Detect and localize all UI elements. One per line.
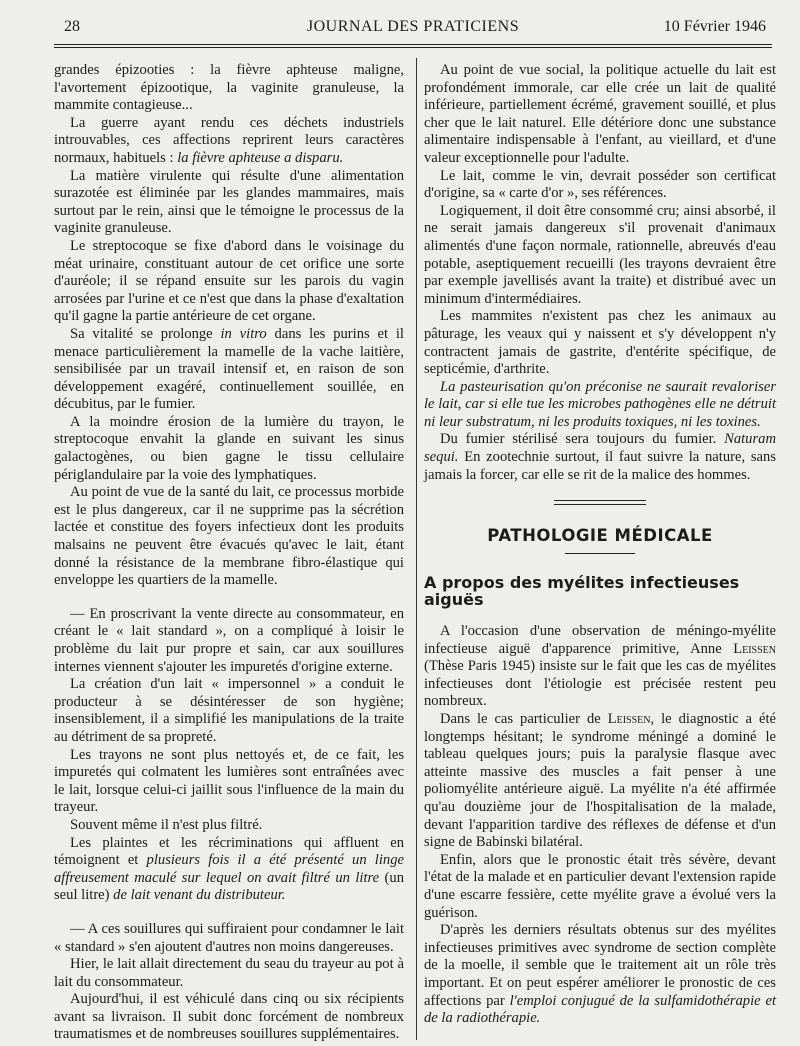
paragraph: Le lait, comme le vin, devrait posséder son certificat d'origine, sa « carte d'or », ses références.	[424, 167, 776, 202]
paragraph: — En proscrivant la vente directe au consommateur, en créant le « lait standard », on a compliqué à loisir le problème du lait pur propre et sain, car aux souillures internes viennent s'ajouter les impuretés d'origine externe.	[54, 605, 404, 675]
paragraph: Logiquement, il doit être consommé cru; ainsi absorbé, il ne serait jamais dangereux s'il provenait d'animaux alimentés d'une façon normale, rationnelle, abreuvés d'eau potable, aseptiquement recueilli (les trayons devraient être par exemple javellisés avant la traite) et distribué avec un minimum d'intermédiaires.	[424, 202, 776, 307]
text-run: Du fumier stérilisé sera toujours du fumier.	[440, 431, 725, 448]
paragraph	[424, 922, 776, 1028]
article-title: A propos des myélites infectieuses aiguës	[424, 572, 740, 610]
author-name: Leissen	[733, 640, 776, 657]
text-run: (un seul litre)	[54, 869, 404, 904]
paragraph: Le streptocoque se fixe d'abord dans le voisinage du méat urinaire, constituant autour de cet orifice une sorte d'auréole; il se répand ensuite sur les parois du vagin arrosées par l'urine et ce n'est que dans la phase d'exaltation qu'il gagne la partie antérieure de cet organe.	[54, 237, 404, 325]
header-rule	[54, 44, 772, 45]
italic-run: in vitro	[220, 325, 267, 342]
paragraph: La création d'un lait « impersonnel » a conduit le producteur à se désintéresser de son hygiène; insensiblement, il a simplifié les manipulations de la traite au détriment de sa propreté.	[54, 676, 404, 745]
section-separator	[554, 500, 646, 505]
paragraph: grandes épizooties : la fièvre aphteuse maligne, l'avortement épizootique, la vaginite granuleuse, la mammite contagieuse...	[54, 62, 404, 114]
paragraph: Aujourd'hui, il est véhiculé dans cinq ou six récipients avant sa livraison. Il subit donc forcément de nombreux traumatismes et de nombreuses souillures supplémentaires.	[54, 991, 404, 1043]
text-run: Dans le cas particulier de	[440, 711, 608, 727]
text-run: En zootechnie surtout, il faut suivre la nature, sans jamais la forcer, car elle se rit de la malice des hommes.	[424, 449, 776, 483]
text-run: Les plaintes et les récriminations qui affluent en témoignent et	[54, 834, 404, 869]
page-header	[54, 14, 772, 40]
left-column	[54, 62, 404, 1044]
italic-run: La pasteurisation qu'on préconise ne saurait revaloriser le lait, car si elle tue les microbes pathogènes elle ne détruit ni leur substratum, ni les produits toxiques, ni les toxines.	[424, 378, 776, 430]
text-run: dans les purins et il menace particulièrement la mamelle de la vache laitière, sensibilisée par un travail intensif et, en raison de son développement exagéré, continuellement souillée, en décubitus, par le fumier.	[54, 325, 404, 413]
column-divider	[416, 58, 417, 1040]
paragraph: A la moindre érosion de la lumière du trayon, le streptocoque envahit la glande en suivant les sinus galactogènes, ou bien gagne le tissu cellulaire périglandulaire par la voie des lymphatiques.	[54, 413, 404, 483]
paragraph	[424, 431, 776, 484]
journal-title: JOURNAL DES PRATICIENS	[306, 18, 520, 35]
italic-run: plusieurs fois il a été présenté un linge affreusement maculé sur lequel on avait filtré un litre	[54, 852, 404, 886]
paragraph: — A ces souillures qui suffiraient pour condamner le lait « standard » s'en ajoutent d'autres non moins dangereuses.	[54, 920, 404, 955]
text-run: (Thèse Paris 1945) insiste sur le fait que les cas de myélites infectieuses dont l'étiologie est précisée restent peu nombreux.	[424, 658, 776, 710]
text-run: , le diagnostic a été longtemps hésitant; le syndrome méningé a dominé le tableau quelques jours; puis la paralysie flasque avec atteinte massive des muscles a fait penser à une poliomyélite antérieure aiguë. La myélite n'a été affirmée qu'au douzième jour de l'hospitalisation de la malade, devant l'apparition tardive des réflexes de défense et d'un signe de Babinski bilatéral.	[424, 711, 777, 851]
paragraph: Souvent même il n'est plus filtré.	[70, 816, 263, 833]
page-number: 28	[64, 18, 80, 35]
header-rule-second	[54, 47, 772, 48]
italic-run: de lait venant du distributeur.	[113, 887, 286, 904]
italic-run: la fièvre aphteuse a disparu.	[177, 149, 344, 166]
paragraph: La matière virulente qui résulte d'une alimentation surazotée est éliminée par les glandes mammaires, mais surtout par le rein, ainsi que le témoigne le processus de la vaginite granuleuse.	[54, 167, 404, 237]
italic-run: l'emploi conjugué de la sulfamidothérapie et de la radiothérapie.	[424, 992, 776, 1027]
paragraph: Les trayons ne sont plus nettoyés et, de ce fait, les impuretés qui colmatent les lumières sont entraînées avec le lait, lorsque celui-ci jaillit sous l'influence de la main du trayeur.	[54, 746, 404, 816]
paragraph: Au point de vue social, la politique actuelle du lait est profondément immorale, car elle crée un lait de qualité inférieure, partiellement écrémé, gravement souillé, et plus cher que le lait naturel. Elle détériore donc une substance alimentaire indispensable à l'enfant, au vieillard, et d'une valeur exceptionnelle pour l'adulte.	[424, 62, 776, 166]
paragraph	[424, 623, 776, 711]
text-run: La guerre ayant rendu ces déchets industriels introuvables, ces affections reprirent leurs caractères normaux, habituels :	[54, 114, 404, 166]
paragraph: Hier, le lait allait directement du seau du trayeur au pot à lait du consommateur.	[54, 956, 404, 990]
italic-run: Naturam sequi.	[424, 431, 776, 466]
text-run: Sa vitalité se prolonge	[70, 325, 221, 342]
paragraph	[54, 115, 404, 168]
paragraph	[424, 711, 776, 852]
title-underline	[565, 553, 635, 554]
text-run: A l'occasion d'une observation de méningo-myélite infectieuse aiguë d'apparence primitive, Anne	[424, 623, 776, 657]
right-column	[424, 62, 776, 1028]
text-run: D'après les derniers résultats obtenus sur des myélites infectieuses primitives avec syndrome de section complète de la moelle, il semble que le traitement ait un rôle très important. Et on peut espérer améliorer le pronostic de ces affections par	[424, 922, 776, 1009]
paragraph	[424, 379, 776, 432]
author-name: Leissen	[607, 711, 651, 727]
paragraph	[54, 326, 404, 414]
issue-date: 10 Février 1946	[663, 18, 766, 35]
paragraph	[54, 835, 404, 905]
paragraph: Enfin, alors que le pronostic était très sévère, devant l'état de la malade et en particulier devant l'extension rapide d'une escarre fessière, cette myélite grave a évolué vers la guérison.	[424, 851, 776, 921]
section-title: PATHOLOGIE MÉDICALE	[487, 526, 713, 546]
paragraph: Au point de vue de la santé du lait, ce processus morbide est le plus dangereux, car il ne supprime pas la sécrétion lactée et constitue des foyers infectieux dont les produits malsains ne peuvent être évacués qu'avec le lait, étant donné la résistance de la membrane fibro-élastique qui enveloppe les quartiers de la mamelle.	[54, 484, 404, 589]
paragraph: Les mammites n'existent pas chez les animaux au pâturage, les veaux qui y naissent et s'y développent n'y contractent jamais de gastrite, d'entérite spécifique, de septicémie, d'arthrite.	[424, 308, 776, 378]
